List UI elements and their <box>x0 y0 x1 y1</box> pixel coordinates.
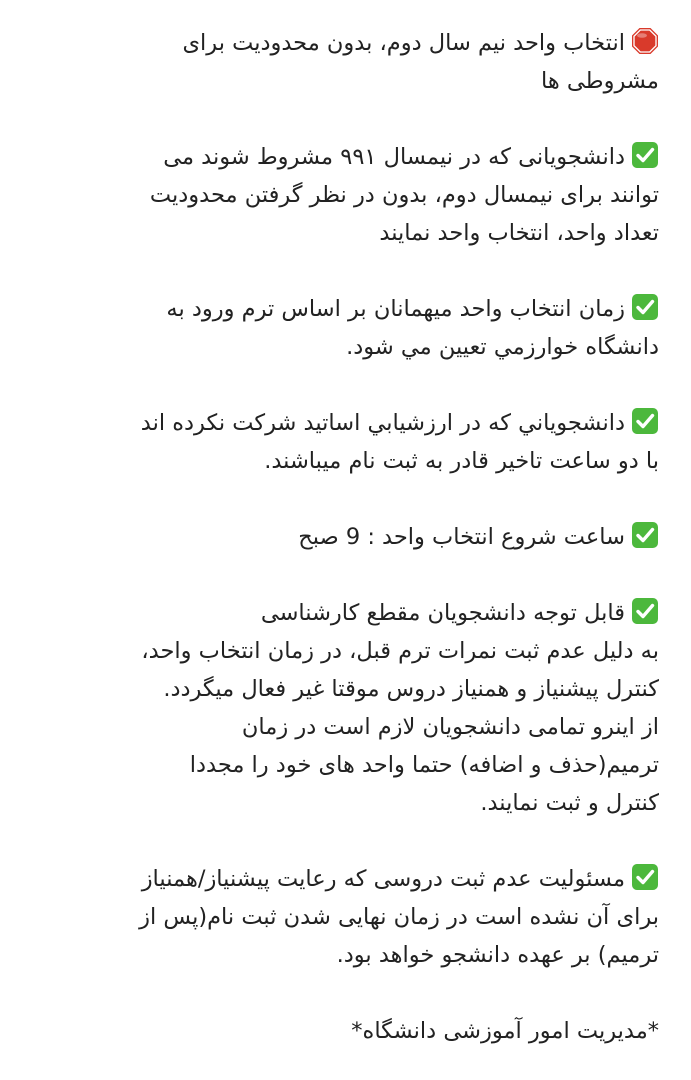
paragraph-line: به دلیل عدم ثبت نمرات ترم قبل، در زمان انتخاب واحد، <box>141 638 659 664</box>
text-line <box>6 404 659 442</box>
check-mark-icon <box>631 863 659 891</box>
paragraph-line: ساعت شروع انتخاب واحد : 9 صبح <box>298 524 625 550</box>
check-mark-icon <box>631 597 659 625</box>
paragraph-line: زمان انتخاب واحد میهمانان بر اساس ترم ورود به <box>166 296 625 322</box>
announcement-heading <box>6 24 659 100</box>
text-line <box>6 24 659 62</box>
paragraph-line: انتخاب واحد نیم سال دوم، بدون محدودیت برای <box>182 30 625 56</box>
paragraph-line: مشروطی ها <box>541 68 659 94</box>
paragraph-line: دانشگاه خوارزمي تعیین مي شود. <box>346 334 659 360</box>
check-mark-icon <box>631 141 659 169</box>
paragraph-line: کنترل و ثبت نمایند. <box>480 790 659 816</box>
paragraph-line: دانشجویانی که در نیمسال ۹۹۱ مشروط شوند می <box>163 144 625 170</box>
paragraph-line: کنترل پیشنیاز و همنیاز دروس موقتا غیر فعال میگردد. <box>163 676 659 702</box>
paragraph-line: دانشجوياني كه در ارزشيابي اساتيد شركت نكرده اند <box>140 410 625 436</box>
paragraph-line: با دو ساعت تاخیر قادر به ثبت نام میباشند. <box>264 448 659 474</box>
paragraph-line: قابل توجه دانشجویان مقطع کارشناسی <box>260 600 625 626</box>
text-line <box>6 860 659 898</box>
paragraph-line: ترمیم) بر عهده دانشجو خواهد بود. <box>336 942 659 968</box>
paragraph-line: ترمیم(حذف و اضافه) حتما واحد های خود را مجددا <box>189 752 659 778</box>
announcement-item-guests <box>6 290 659 366</box>
announcement-item-undergraduate <box>6 594 659 822</box>
check-mark-icon <box>631 407 659 435</box>
announcement-item-evaluation <box>6 404 659 480</box>
text-line <box>6 290 659 328</box>
text-line <box>6 138 659 176</box>
text-line <box>6 518 659 556</box>
announcement-item-start-time <box>6 518 659 556</box>
signature: *مدیریت امور آموزشی دانشگاه* <box>351 1018 659 1044</box>
paragraph-line: مسئولیت عدم ثبت دروسی که رعایت پیشنیاز/همنیاز <box>141 866 625 892</box>
check-mark-icon <box>631 293 659 321</box>
paragraph-line: تعداد واحد، انتخاب واحد نمایند <box>379 220 659 246</box>
paragraph-line: برای آن نشده است در زمان نهایی شدن ثبت نام(پس از <box>139 904 659 930</box>
announcement-item-probation <box>6 138 659 252</box>
text-line <box>6 594 659 632</box>
check-mark-icon <box>631 521 659 549</box>
announcement-item-responsibility <box>6 860 659 974</box>
stop-sign-icon <box>631 27 659 55</box>
paragraph-line: توانند برای نیمسال دوم، بدون در نظر گرفتن محدودیت <box>149 182 659 208</box>
paragraph-line: از اینرو تمامی دانشجویان لازم است در زمان <box>241 714 659 740</box>
